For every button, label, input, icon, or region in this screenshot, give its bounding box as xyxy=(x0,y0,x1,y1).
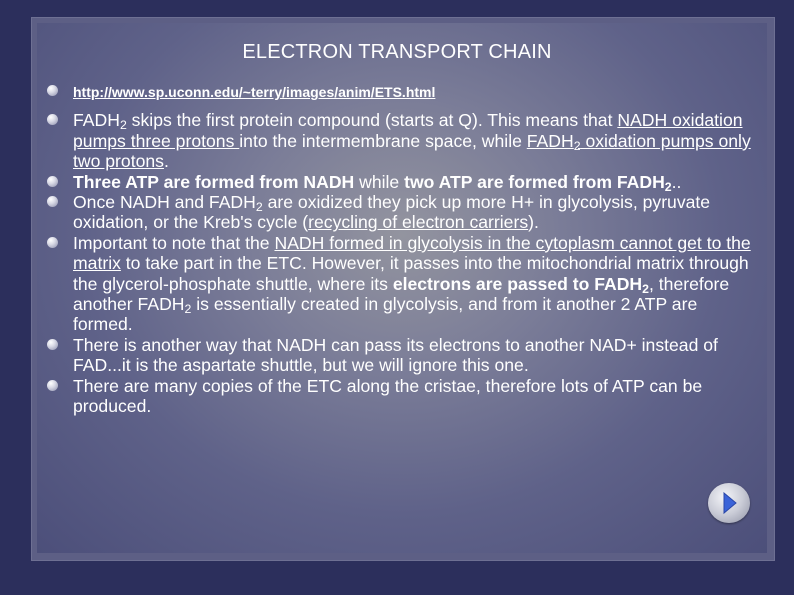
bullet-icon xyxy=(47,176,58,187)
list-item-recycling xyxy=(47,192,759,233)
bullet-icon xyxy=(47,380,58,391)
text: There is another way that NADH can pass its electrons to another NAD+ instead of FAD...it is the aspartate shuttle, but we will ignore this one. xyxy=(73,334,718,376)
bullet-icon xyxy=(47,85,58,96)
text: two ATP are formed from FADH xyxy=(404,171,665,192)
text: are oxidized they pick up more H+ in glycolysis, pyruvate oxidation, or the Kreb's cycle ( xyxy=(73,192,711,233)
underlined-text: recycling of electron carriers xyxy=(308,212,529,233)
text: ). xyxy=(528,212,539,233)
text: There are many copies of the ETC along the cristae, therefore lots of ATP can be produced. xyxy=(73,375,703,417)
next-slide-button[interactable] xyxy=(708,483,750,523)
list-item-link xyxy=(47,82,759,102)
text: .. xyxy=(671,171,682,192)
list-item-atp-yield xyxy=(47,172,759,192)
text: is essentially created in glycolysis, and from it another 2 ATP are formed. xyxy=(73,294,698,335)
list-item-etc-copies xyxy=(47,376,759,417)
subscript: 2 xyxy=(255,200,263,215)
bullet-list xyxy=(47,82,759,417)
bullet-icon xyxy=(47,114,58,125)
underlined-text: NADH formed in glycolysis in the cytoplasm cannot get to the matrix xyxy=(73,232,751,274)
list-item-fadh2-skips xyxy=(47,110,759,171)
text: while xyxy=(354,171,405,192)
subscript: 2 xyxy=(664,179,672,194)
subscript: 2 xyxy=(573,138,581,153)
text: skips the first protein compound (starts at Q). This means that xyxy=(126,110,618,131)
text: FADH xyxy=(73,110,120,131)
text: electrons are passed to FADH xyxy=(392,273,643,294)
underlined-text: NADH oxidation pumps three protons xyxy=(73,110,743,151)
list-item-aspartate-shuttle xyxy=(47,335,759,376)
bullet-icon xyxy=(47,196,58,207)
bullet-icon xyxy=(47,339,58,350)
slide-title: ELECTRON TRANSPORT CHAIN xyxy=(242,41,552,63)
bold-text: Three ATP are formed from NADH xyxy=(73,171,355,192)
bullet-icon xyxy=(47,237,58,248)
text: , therefore another FADH xyxy=(73,273,730,315)
text: into the intermembrane space, while xyxy=(239,130,527,151)
text: to take part in the ETC. However, it passes into the mitochondrial matrix through the glycerol-phosphate shuttle, where its xyxy=(73,253,749,294)
next-arrow-icon xyxy=(718,490,740,516)
list-item-glycolysis-nadh xyxy=(47,233,759,335)
text: FADH xyxy=(526,130,574,151)
source-link[interactable]: http://www.sp.uconn.edu/~terry/images/anim/ETS.html xyxy=(73,84,436,100)
text: . xyxy=(163,151,169,172)
bold-text xyxy=(404,172,672,192)
subscript: 2 xyxy=(642,281,649,296)
text: Important to note that the xyxy=(73,232,275,253)
subscript: 2 xyxy=(184,302,192,317)
text: oxidation pumps only two protons xyxy=(73,130,751,172)
text: Once NADH and FADH xyxy=(73,192,256,213)
bold-text xyxy=(393,274,649,294)
subscript: 2 xyxy=(119,118,127,133)
